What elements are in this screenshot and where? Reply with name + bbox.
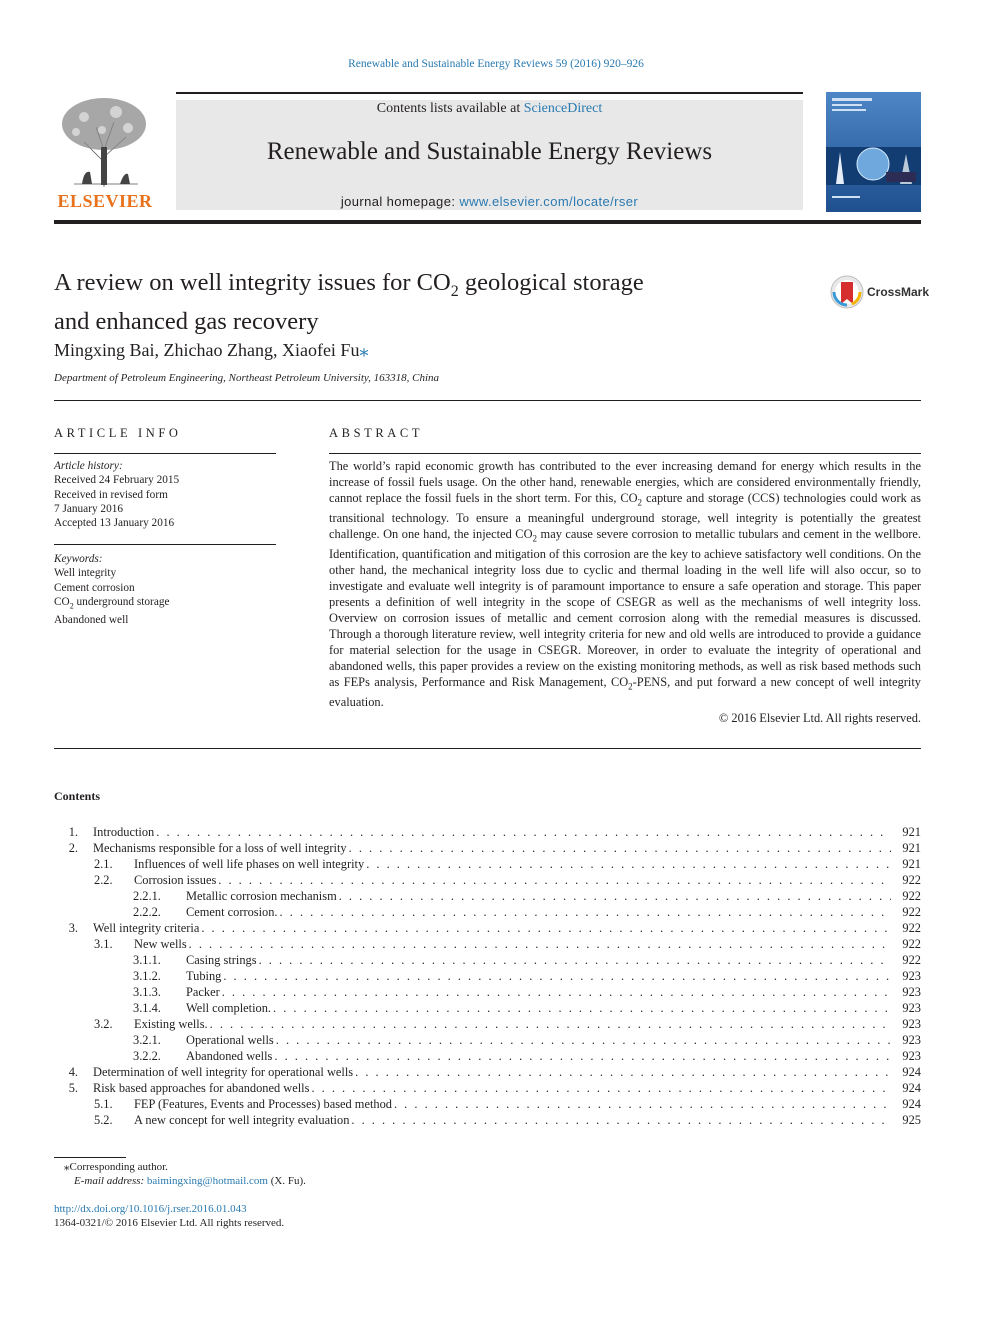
history-revised-date: 7 January 2016	[54, 502, 124, 515]
contents-prefix: Contents lists available at	[376, 101, 524, 116]
abstract-sub: 2	[637, 497, 643, 508]
toc-entry-number: 3.1.	[94, 937, 113, 951]
email-link[interactable]: baimingxing@hotmail.com	[146, 1175, 268, 1187]
toc-entry-title[interactable]: Casing strings	[186, 953, 257, 967]
history-accepted: Accepted 13 January 2016	[54, 517, 175, 530]
abstract-sub: 2	[532, 533, 538, 544]
toc-entry-title-wrap	[93, 920, 891, 936]
toc-entry-page: 923	[902, 1001, 921, 1015]
doi-link[interactable]: http://dx.doi.org/10.1016/j.rser.2016.01.043	[54, 1203, 247, 1215]
toc-entry-number: 3.1.3.	[133, 985, 161, 999]
email-label: E-mail address:	[74, 1175, 147, 1187]
toc-entry-number: 5.2.	[94, 1113, 113, 1127]
divider	[54, 748, 921, 749]
journal-citation[interactable]: Renewable and Sustainable Energy Reviews 59 (2016) 920–926	[348, 58, 644, 70]
toc-entry-number: 5.	[68, 1081, 78, 1095]
toc-entry-title-wrap	[186, 1032, 891, 1048]
toc-entry[interactable]	[54, 824, 921, 840]
history-label: Article history:	[54, 460, 123, 472]
toc-leader-dots	[274, 1048, 891, 1064]
toc-entry-title-wrap	[93, 824, 891, 840]
toc-entry-number: 4.	[68, 1065, 78, 1079]
abstract-body	[329, 459, 921, 727]
footnote-email	[54, 1174, 306, 1188]
toc-entry-title[interactable]: Determination of well integrity for operational wells	[93, 1065, 354, 1079]
toc-entry-title-wrap	[186, 1000, 891, 1016]
toc-entry-title[interactable]: Well integrity criteria	[93, 921, 200, 935]
footnote-corresponding	[54, 1160, 306, 1174]
toc-entry-title[interactable]: A new concept for well integrity evaluation	[134, 1113, 350, 1127]
abstract-sub: 2	[628, 681, 633, 692]
toc-leader-dots	[201, 920, 891, 936]
toc-entry-page: 922	[902, 937, 921, 951]
keyword-sub: 2	[69, 601, 74, 611]
toc-leader-dots	[273, 1000, 891, 1016]
toc-entry-number: 3.2.1.	[133, 1033, 161, 1047]
toc-entry-title[interactable]: FEP (Features, Events and Processes) based method	[134, 1097, 392, 1111]
toc-entry[interactable]	[54, 872, 921, 888]
toc-entry-page: 925	[902, 1113, 921, 1127]
toc-entry-title-wrap	[186, 952, 891, 968]
toc-entry[interactable]	[54, 856, 921, 872]
keyword	[54, 595, 276, 614]
toc-entry-number: 2.2.	[94, 873, 113, 887]
footnote	[54, 1160, 306, 1188]
toc-entry-number: 2.2.1.	[133, 889, 161, 903]
toc-leader-dots	[339, 888, 891, 904]
toc-entry[interactable]	[54, 1112, 921, 1128]
toc-leader-dots	[218, 872, 891, 888]
toc-entry-title[interactable]: Cement corrosion.	[186, 905, 278, 919]
affiliation: Department of Petroleum Engineering, Northeast Petroleum University, 163318, China	[54, 372, 440, 384]
toc-entry[interactable]	[54, 1048, 921, 1064]
crossmark-icon	[830, 274, 864, 310]
sciencedirect-link[interactable]: ScienceDirect	[523, 101, 603, 116]
toc-entry-number: 3.1.2.	[133, 969, 161, 983]
toc-entry-title-wrap	[93, 1064, 891, 1080]
toc-entry[interactable]	[54, 1096, 921, 1112]
issn-line: 1364-0321/© 2016 Elsevier Ltd. All rights reserved.	[54, 1217, 285, 1229]
toc-entry-page: 921	[902, 857, 921, 871]
toc-entry-number: 1.	[68, 825, 78, 839]
homepage-link[interactable]: www.elsevier.com/locate/rser	[459, 194, 639, 209]
toc-entry-number: 2.2.2.	[133, 905, 161, 919]
toc-entry[interactable]	[54, 952, 921, 968]
toc-entry-page: 924	[902, 1097, 921, 1111]
toc-entry-title-wrap	[134, 936, 891, 952]
toc-entry-title-wrap	[134, 872, 891, 888]
toc-entry-title-wrap	[93, 1080, 891, 1096]
article-title	[54, 268, 754, 337]
toc-entry-page: 922	[902, 921, 921, 935]
toc-entry-number: 2.	[68, 841, 78, 855]
contents-heading: Contents	[54, 789, 101, 803]
title-sub: 2	[450, 282, 459, 300]
title-line1-post: geological storage	[458, 269, 644, 296]
toc-entry-page: 923	[902, 1049, 921, 1063]
toc-leader-dots	[351, 1112, 891, 1128]
journal-title: Renewable and Sustainable Energy Reviews	[266, 138, 713, 165]
toc-entry-page: 923	[902, 1033, 921, 1047]
toc-leader-dots	[223, 968, 891, 984]
elsevier-wordmark: ELSEVIER	[57, 191, 153, 211]
header-bottom-rule	[54, 220, 921, 224]
toc-entry-title[interactable]: Well completion.	[186, 1001, 272, 1015]
toc-entry-number: 3.1.1.	[133, 953, 161, 967]
keyword-part: CO	[54, 595, 70, 608]
abstract-text-part: capture and storage (CCS) technologies could work as transitional technology. To ensure a meaningful underground storage, well integrity is potentially the greatest challenge. On one hand, the injected CO	[329, 490, 921, 542]
author-names: Mingxing Bai, Zhichao Zhang, Xiaofei Fu	[54, 340, 360, 360]
keyword: Abandoned well	[54, 614, 129, 627]
toc-entry-page: 922	[902, 889, 921, 903]
divider	[329, 453, 921, 454]
keywords	[54, 552, 276, 628]
author-list	[54, 340, 368, 361]
contents-availability	[176, 101, 803, 117]
toc-entry-title[interactable]: Metallic corrosion mechanism	[186, 889, 337, 903]
toc-entry-page: 923	[902, 985, 921, 999]
toc-leader-dots	[394, 1096, 891, 1112]
toc-entry-number: 5.1.	[94, 1097, 113, 1111]
toc-entry-title[interactable]: Existing wells.	[134, 1017, 208, 1031]
divider	[54, 544, 276, 545]
abstract-text-part: may cause severe corrosion to metallic tubulars and cement in the wellbore. Identification, quantification and mitigation of this corrosion are the key to achieve satisfactory well conditions. On the other hand, the mechanical integrity loss due to cyclic and thermal loading in the well life will also occur, so to investigate and evaluate well integrity is of paramount importance to ensure a safe operation and storage. This paper presents a definition of well integrity in the scope of CSEGR as well as the mechanisms of well integrity loss. Overview on corrosion issues of metallic and cement corrosion along with the remedial measures is discussed. Through a thorough literature review, well integrity criteria for new and old wells are introduced to provide a guidance for material selection for the usage in CSEGR. Moreover, in order to evaluate the integrity of operational and abandoned wells, this paper provides a review on the existing monitoring methods, as well as risk based methods such as FEPs analysis, Performance and Risk Management, CO	[329, 527, 922, 689]
toc-entry-page: 921	[902, 841, 921, 855]
journal-homepage	[176, 194, 803, 209]
toc-entry-page: 924	[902, 1081, 921, 1095]
toc-entry-title[interactable]: Corrosion issues	[134, 873, 217, 887]
elsevier-logo	[54, 92, 156, 212]
doi-block	[54, 1202, 284, 1230]
toc-entry-page: 921	[902, 825, 921, 839]
footnote-corresponding-text: Corresponding author.	[69, 1161, 168, 1173]
toc-entry-title[interactable]: Introduction	[93, 825, 155, 839]
footnote-rule	[54, 1157, 126, 1158]
toc-leader-dots	[349, 840, 891, 856]
toc-entry[interactable]	[54, 936, 921, 952]
homepage-prefix: journal homepage:	[340, 194, 460, 209]
toc-entry-page: 922	[902, 953, 921, 967]
toc-entry-title[interactable]: Mechanisms responsible for a loss of well integrity	[93, 841, 347, 855]
toc-leader-dots	[280, 904, 891, 920]
history-revised-label: Received in revised form	[54, 488, 168, 501]
abstract-text-part: -PENS, and put forward a new concept of well integrity evaluation.	[329, 674, 921, 710]
toc-entry-page: 924	[902, 1065, 921, 1079]
toc-entry[interactable]	[54, 1000, 921, 1016]
title-line1-pre: A review on well integrity issues for CO	[54, 269, 451, 296]
abstract-paragraph	[329, 459, 921, 711]
toc-entry-title[interactable]: New wells	[134, 937, 187, 951]
toc-leader-dots	[311, 1080, 891, 1096]
toc-entry[interactable]	[54, 920, 921, 936]
toc-entry-title-wrap	[186, 1048, 891, 1064]
corresponding-author-mark[interactable]: ⁎	[359, 340, 369, 360]
keyword: Cement corrosion	[54, 581, 135, 594]
keyword: Well integrity	[54, 567, 117, 580]
toc-entry-title[interactable]: Packer	[186, 985, 220, 999]
toc-leader-dots	[366, 856, 891, 872]
toc-entry-title-wrap	[186, 968, 891, 984]
table-of-contents	[54, 824, 921, 1128]
keyword-part: underground storage	[73, 595, 170, 608]
toc-entry-page: 923	[902, 1017, 921, 1031]
toc-leader-dots	[276, 1032, 891, 1048]
abstract-heading: ABSTRACT	[329, 426, 424, 440]
toc-entry-number: 3.2.	[94, 1017, 113, 1031]
toc-entry-title[interactable]: Influences of well life phases on well integrity	[134, 857, 365, 871]
toc-entry-number: 2.1.	[94, 857, 113, 871]
toc-leader-dots	[259, 952, 891, 968]
toc-entry-title[interactable]: Tubing	[186, 969, 222, 983]
toc-entry-title-wrap	[186, 984, 891, 1000]
toc-entry[interactable]	[54, 968, 921, 984]
toc-entry-page: 923	[902, 969, 921, 983]
toc-leader-dots	[355, 1064, 891, 1080]
journal-cover-image[interactable]	[826, 92, 921, 212]
toc-entry-title-wrap	[134, 1016, 891, 1032]
toc-entry[interactable]	[54, 840, 921, 856]
abstract-copyright: © 2016 Elsevier Ltd. All rights reserved.	[718, 711, 921, 725]
divider	[54, 400, 921, 401]
history-received: Received 24 February 2015	[54, 474, 180, 487]
toc-entry-page: 922	[902, 905, 921, 919]
elsevier-tree-icon	[54, 92, 156, 190]
divider	[54, 453, 276, 454]
footnote-mark: ⁎	[64, 1161, 70, 1173]
toc-entry[interactable]	[54, 1080, 921, 1096]
email-suffix: (X. Fu).	[267, 1175, 306, 1187]
toc-entry-title-wrap	[93, 840, 891, 856]
toc-leader-dots	[189, 936, 891, 952]
toc-entry[interactable]	[54, 1064, 921, 1080]
toc-entry[interactable]	[54, 1016, 921, 1032]
toc-entry-title[interactable]: Abandoned wells	[186, 1049, 273, 1063]
toc-entry[interactable]	[54, 1032, 921, 1048]
keywords-label: Keywords:	[54, 553, 103, 565]
toc-leader-dots	[222, 984, 891, 1000]
toc-entry-title-wrap	[134, 1112, 891, 1128]
crossmark-label: CrossMark	[867, 285, 930, 299]
title-line2: and enhanced gas recovery	[54, 307, 319, 335]
abstract-text-part: The world’s rapid economic growth has contributed to the ever increasing demand for energy which results in the increase of fossil fuels usage. On the other hand, renewable energies, which are considered environmentally friendly, cannot replace the fossil fuels in the short term. For this, CO	[329, 459, 921, 505]
toc-entry-title-wrap	[134, 1096, 891, 1112]
toc-entry-number: 3.	[68, 921, 78, 935]
toc-entry-title-wrap	[186, 904, 891, 920]
toc-entry-title[interactable]: Risk based approaches for abandoned wells	[93, 1081, 310, 1095]
toc-leader-dots	[210, 1016, 891, 1032]
toc-leader-dots	[156, 824, 891, 840]
toc-entry[interactable]	[54, 984, 921, 1000]
crossmark-badge[interactable]	[830, 274, 930, 310]
toc-entry[interactable]	[54, 888, 921, 904]
toc-entry-number: 3.2.2.	[133, 1049, 161, 1063]
toc-entry[interactable]	[54, 904, 921, 920]
toc-entry-page: 922	[902, 873, 921, 887]
toc-entry-title-wrap	[134, 856, 891, 872]
toc-entry-title-wrap	[186, 888, 891, 904]
toc-entry-title[interactable]: Operational wells	[186, 1033, 274, 1047]
toc-entry-number: 3.1.4.	[133, 1001, 161, 1015]
article-history	[54, 459, 276, 530]
article-info-heading: ARTICLE INFO	[54, 426, 182, 440]
header-top-rule	[176, 92, 803, 94]
